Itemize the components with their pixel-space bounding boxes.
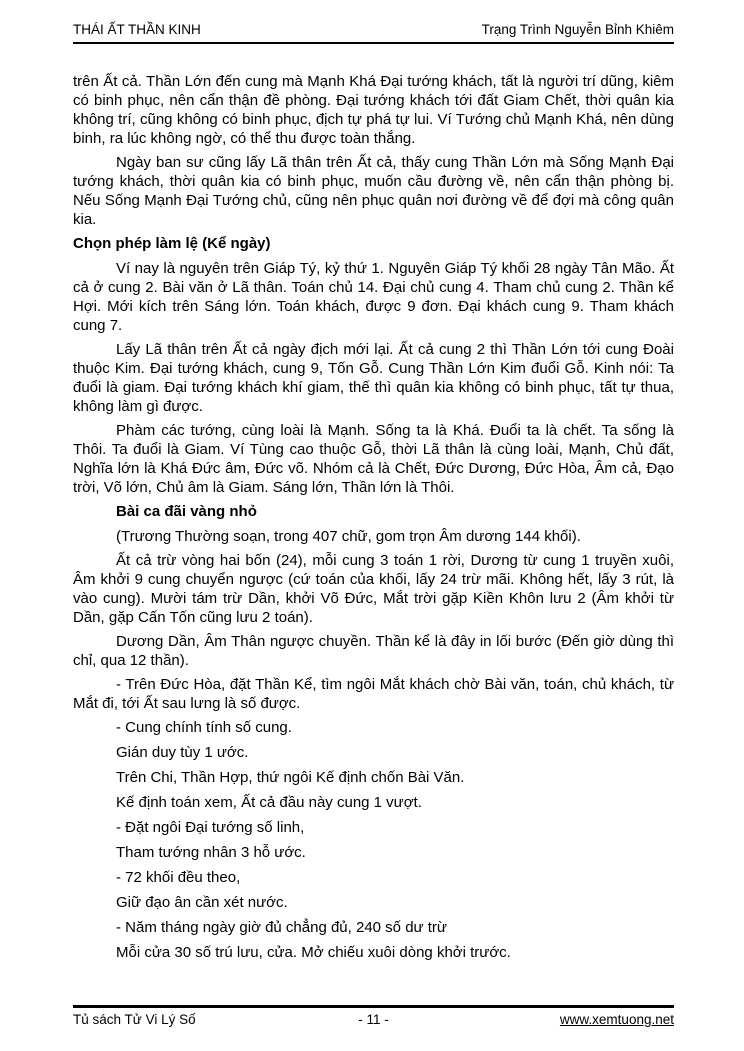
verse-line: - Cung chính tính số cung. [116, 719, 292, 736]
verse-line: Gián duy tùy 1 ước. [116, 744, 249, 761]
header-author: Trạng Trình Nguyễn Bỉnh Khiêm [481, 22, 674, 37]
verse-line: Giữ đạo ân cần xét nước. [116, 894, 288, 911]
page-header [73, 22, 674, 44]
paragraph: Phàm các tướng, cùng loài là Mạnh. Sống ta là Khá. Đuổi ta là chết. Ta sống là Thôi. Ta đuổi là Giam. Ví Tùng cao thuộc Gỗ, thời Lã thân là cùng loài, Mạnh, Chủ đất, Nghĩa lớn là Khá Đức âm, Đức võ. Nhóm cả là Chết, Đức Dương, Đức Hòa, Âm cả, Đạo trời, Võ lớn, Chủ âm là Giam. Sáng lớn, Thần lớn là Thôi. [73, 422, 674, 496]
page-footer [73, 1005, 674, 1027]
subsection-heading: Bài ca đãi vàng nhỏ [116, 503, 257, 520]
header-book-title: THÁI ẤT THẦN KINH [73, 22, 201, 37]
paragraph: - Trên Đức Hòa, đặt Thần Kể, tìm ngôi Mắt khách chờ Bài văn, toán, chủ khách, từ Mắt đi, tới Ất sau lưng là số được. [73, 676, 674, 712]
footer-page-number: - 11 - [358, 1012, 389, 1027]
paragraph: Lấy Lã thân trên Ất cả ngày địch mới lại. Ất cả cung 2 thì Thần Lớn tới cung Đoài thuộc Kim. Đại tướng khách, cung 9, Tốn Gỗ. Cung Thần Lớn Kim đuổi Gỗ. Kinh nói: Ta đuổi là giam. Đại tướng khách khí giam, thế thì quân kia không có binh phục, tất tự thua, không làm gì được. [73, 341, 674, 415]
verse-line: - Đặt ngôi Đại tướng số linh, [116, 819, 305, 836]
verse-line: Trên Chi, Thần Hợp, thứ ngôi Kế định chốn Bài Văn. [116, 769, 465, 786]
paragraph: Ngày ban sư cũng lấy Lã thân trên Ất cả, thấy cung Thần Lớn mà Sống Mạnh Đại tướng khách, thời quân kia có binh phục, muốn cầu đường về, nên cẩn thận phòng bị. Nếu Sống Mạnh Đại Tướng chủ, cũng nên phục quân nơi đường về để đợi mà công quân kia. [73, 154, 674, 228]
paragraph: Ví nay là nguyên trên Giáp Tý, kỷ thứ 1. Nguyên Giáp Tý khối 28 ngày Tân Mão. Ất cả ở cung 2. Bài văn ở Lã thân. Toán chủ 14. Đại chủ cung 4. Tham chủ cung 2. Thần kể Hợi. Mới kích trên Sáng lớn. Toán khách, được 9 đơn. Đại khách cung 9. Tham khách cung 7. [73, 260, 674, 334]
paragraph: Ất cả trừ vòng hai bốn (24), mỗi cung 3 toán 1 rời, Dương từ cung 1 truyền xuôi, Âm khởi 9 cung chuyển ngược (cứ toán của khối, lấy 24 trừ mãi. Không hết, lấy 3 rút, là vào cung). Mười tám trừ Dần, khởi Võ Đức, Mắt trời gặp Kiền Khôn lưu 2 (Âm khởi từ Dần, gặp Cấn Tốn cũng lưu 2 toán). [73, 552, 674, 626]
footer-website-link[interactable]: www.xemtuong.net [559, 1012, 674, 1027]
footer-series-title: Tủ sách Tử Vi Lý Số [73, 1012, 196, 1027]
verse-line: - 72 khối đều theo, [116, 869, 241, 886]
section-heading: Chọn phép làm lệ (Kể ngày) [73, 235, 271, 252]
verse-line: - Năm tháng ngày giờ đủ chẳng đủ, 240 số dư trừ [116, 919, 447, 936]
page-body [73, 72, 674, 968]
paragraph: trên Ất cả. Thần Lớn đến cung mà Mạnh Khá Đại tướng khách, tất là người trí dũng, kiêm có binh phục, nên cẩn thận đề phòng. Đại tướng khách tới đất Giam Chết, thời quân kia không trí, cũng không có binh phục, địch tự phá tự lui. Ví Tướng chủ Mạnh Khá, nên dùng binh, ra lúc không ngờ, có thể thu được toàn thắng. [73, 73, 674, 147]
paragraph: Dương Dần, Âm Thân ngược chuyền. Thần kể là đây in lối bước (Đến giờ dùng thì chỉ, qua 12 thần). [73, 633, 674, 669]
paragraph: (Trương Thường soạn, trong 407 chữ, gom trọn Âm dương 144 khối). [116, 528, 581, 545]
verse-line: Kế định toán xem, Ất cả đầu này cung 1 vượt. [116, 794, 422, 811]
verse-line: Tham tướng nhân 3 hỗ ước. [116, 844, 306, 861]
verse-line: Mỗi cửa 30 số trú lưu, cửa. Mở chiếu xuôi dòng khởi trước. [116, 944, 511, 961]
